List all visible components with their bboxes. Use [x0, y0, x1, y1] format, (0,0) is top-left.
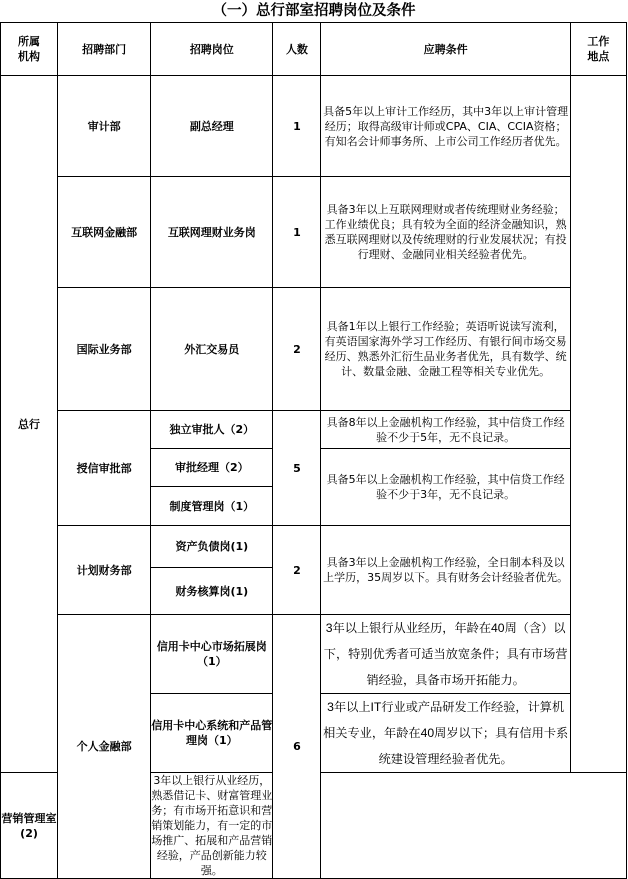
position-cell: 审批经理（2）	[151, 449, 273, 487]
conditions-cell: 具备8年以上金融机构工作经验，其中信贷工作经验不少于5年，无不良记录。	[321, 411, 570, 449]
table-row	[1, 411, 627, 449]
headcount-cell: 1	[273, 177, 321, 288]
header-cell-conditions: 应聘条件	[321, 23, 570, 76]
table-header-row	[1, 23, 627, 76]
conditions-cell: 具备5年以上审计工作经历，其中3年以上审计管理经历；取得高级审计师或CPA、CIA、CCIA资格；有知名会计师事务所、上市公司工作经历者优先。	[321, 76, 570, 177]
headcount-cell: 1	[273, 76, 321, 177]
header-org-line2: 机构	[18, 50, 41, 63]
page-title: （一）总行部室招聘岗位及条件	[212, 3, 416, 19]
header-org-line1: 所属	[18, 35, 41, 48]
conditions-cell: 具备3年以上互联网理财或者传统理财业务经验；工作业绩优良；具有较为全面的经济金融知识，熟悉互联网理财以及传统理财的行业发展状况；有投行理财、金融同业相关经验者优先。	[321, 177, 570, 288]
department-cell: 互联网金融部	[58, 177, 151, 288]
department-cell: 授信审批部	[58, 411, 151, 526]
header-cell-headcount: 人数	[273, 23, 321, 76]
conditions-cell: 具备5年以上金融机构工作经验，其中信贷工作经验不少于3年，无不良记录。	[321, 449, 570, 526]
recruitment-table	[0, 22, 627, 879]
position-cell: 副总经理	[151, 76, 273, 177]
position-cell: 信用卡中心市场拓展岗（1）	[151, 615, 273, 694]
headcount-cell: 2	[273, 526, 321, 615]
position-cell: 资产负债岗(1)	[151, 526, 273, 568]
conditions-cell: 3年以上IT行业或产品研发工作经验，计算机相关专业，年龄在40周岁以下；具有信用卡系统建设管理经验者优先。	[321, 694, 570, 773]
header-cell-location	[570, 23, 626, 76]
table-row	[1, 288, 627, 411]
header-location-line1: 工作	[587, 35, 610, 48]
position-cell: 制度管理岗（1）	[151, 487, 273, 526]
position-cell: 外汇交易员	[151, 288, 273, 411]
conditions-cell: 3年以上银行从业经历，熟悉借记卡、财富管理业务；有市场开拓意识和营销策划能力，有一定的市场推广、拓展和产品营销经验，产品创新能力较强。	[151, 774, 273, 877]
org-cell: 总行	[1, 76, 58, 773]
headcount-cell: 6	[273, 615, 321, 879]
table-row	[1, 76, 627, 177]
location-cell	[570, 76, 626, 773]
department-cell: 国际业务部	[58, 288, 151, 411]
header-cell-org	[1, 23, 58, 76]
position-cell: 财务核算岗(1)	[151, 568, 273, 615]
position-cell: 独立审批人（2）	[151, 411, 273, 449]
headcount-cell: 5	[273, 411, 321, 526]
position-cell: 营销管理室(2)	[1, 773, 58, 879]
table-row	[1, 177, 627, 288]
department-cell: 个人金融部	[58, 615, 151, 879]
position-cell: 信用卡中心系统和产品管理岗（1）	[151, 694, 273, 773]
position-cell: 互联网理财业务岗	[151, 177, 273, 288]
conditions-cell: 具备3年以上金融机构工作经验，全日制本科及以上学历，35周岁以下。具有财务会计经验者优先。	[321, 526, 570, 615]
headcount-cell: 2	[273, 288, 321, 411]
department-cell: 计划财务部	[58, 526, 151, 615]
table-row	[1, 526, 627, 568]
conditions-cell: 具备1年以上银行工作经验；英语听说读写流利，有英语国家海外学习工作经历、有银行间市场交易经历、熟悉外汇衍生品业务者优先，具有数学、统计、数量金融、金融工程等相关专业优先。	[321, 288, 570, 411]
table-row	[1, 615, 627, 694]
conditions-cell: 3年以上银行从业经历，年龄在40周（含）以下，特别优秀者可适当放宽条件；具有市场营销经验，具备市场开拓能力。	[321, 615, 570, 694]
header-cell-position: 招聘岗位	[151, 23, 273, 76]
header-location-line2: 地点	[587, 50, 610, 63]
header-cell-department: 招聘部门	[58, 23, 151, 76]
department-cell: 审计部	[58, 76, 151, 177]
